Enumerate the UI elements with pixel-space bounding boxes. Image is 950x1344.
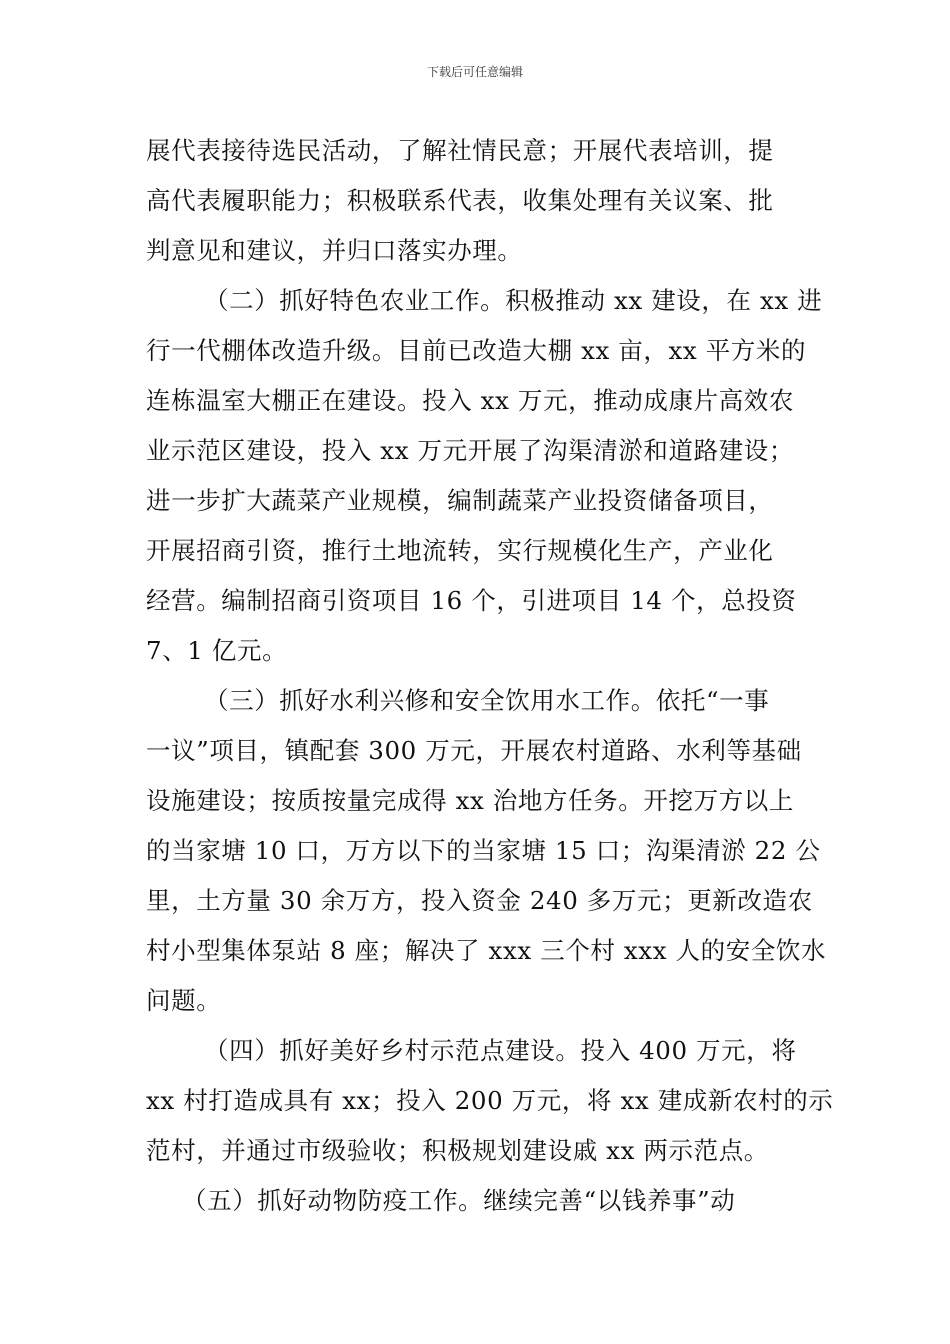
paragraph-line: 开展招商引资，推行土地流转，实行规模化生产，产业化 bbox=[146, 536, 774, 565]
paragraph-line: 进一步扩大蔬菜产业规模，编制蔬菜产业投资储备项目， bbox=[146, 486, 774, 515]
paragraph-line: 判意见和建议，并归口落实办理。 bbox=[146, 236, 523, 265]
paragraph-line: （三）抓好水利兴修和安全饮用水工作。依托“一事 bbox=[204, 686, 770, 715]
paragraph-line: 范村，并通过市级验收；积极规划建设戚 xx 两示范点。 bbox=[146, 1136, 769, 1165]
paragraph-line: 设施建设；按质按量完成得 xx 治地方任务。开挖万方以上 bbox=[146, 786, 795, 815]
paragraph-line: 高代表履职能力；积极联系代表，收集处理有关议案、批 bbox=[146, 186, 774, 215]
paragraph-line: 里，土方量 30 余万方，投入资金 240 多万元；更新改造农 bbox=[146, 886, 813, 915]
paragraph-line: 经营。编制招商引资项目 16 个，引进项目 14 个，总投资 bbox=[146, 586, 797, 615]
paragraph-line: 的当家塘 10 口，万方以下的当家塘 15 口；沟渠清淤 22 公 bbox=[146, 836, 821, 865]
paragraph-line: 展代表接待选民活动，了解社情民意；开展代表培训，提 bbox=[146, 136, 774, 165]
page-header: 下载后可任意编辑 bbox=[426, 65, 523, 79]
paragraph-line: （二）抓好特色农业工作。积极推动 xx 建设，在 xx 进 bbox=[204, 286, 823, 315]
document-body bbox=[146, 126, 834, 1226]
paragraph-line: 一议”项目，镇配套 300 万元，开展农村道路、水利等基础 bbox=[146, 736, 802, 765]
paragraph-line: xx 村打造成具有 xx；投入 200 万元，将 xx 建成新农村的示 bbox=[146, 1086, 834, 1115]
paragraph-line: （五）抓好动物防疫工作。继续完善“以钱养事”动 bbox=[182, 1186, 736, 1215]
paragraph-line: 业示范区建设，投入 xx 万元开展了沟渠清淤和道路建设； bbox=[146, 436, 795, 465]
paragraph-line: 7、1 亿元。 bbox=[146, 636, 288, 665]
paragraph-line: 问题。 bbox=[146, 986, 222, 1015]
paragraph-line: 连栋温室大棚正在建设。投入 xx 万元，推动成康片高效农 bbox=[146, 386, 795, 415]
paragraph-line: 村小型集体泵站 8 座；解决了 xxx 三个村 xxx 人的安全饮水 bbox=[146, 936, 827, 965]
paragraph-line: 行一代棚体改造升级。目前已改造大棚 xx 亩，xx 平方米的 bbox=[146, 336, 807, 365]
paragraph-line: （四）抓好美好乡村示范点建设。投入 400 万元，将 bbox=[204, 1036, 797, 1065]
